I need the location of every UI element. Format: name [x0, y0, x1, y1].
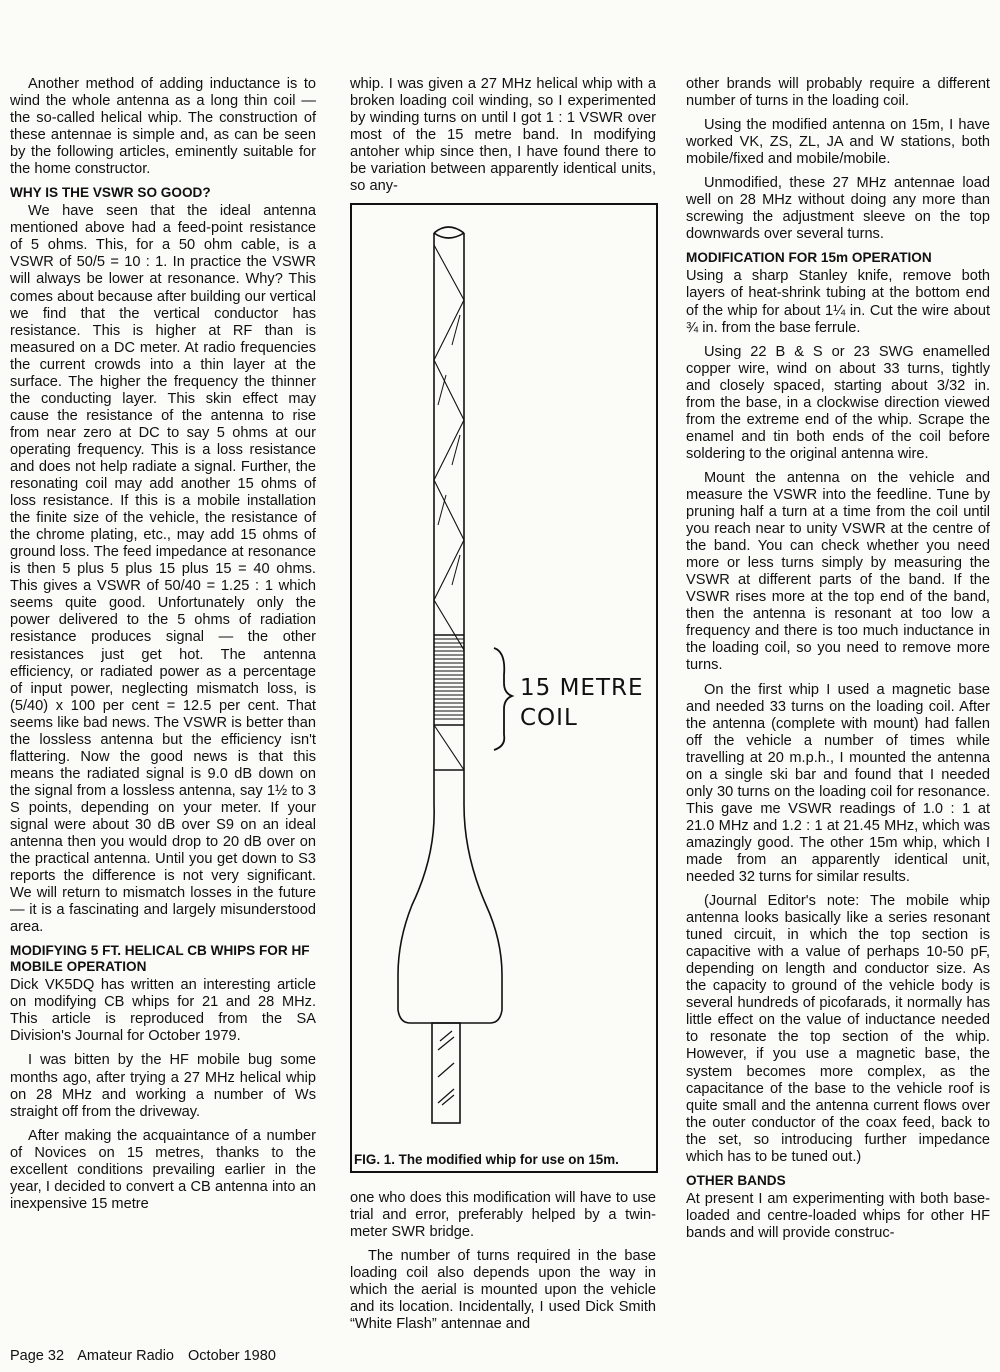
issue-date: October 1980	[188, 1348, 276, 1364]
paragraph: Mount the antenna on the vehicle and measure the VSWR into the feedline. Tune by pruning half a turn at a time from the coil until you reach near to unity VSWR at the centre of the band. You can check whether you need more or less turns simply by measuring the VSWR at different parts of the band. If the VSWR rises more at the top end of the band, then the antenna is resonant at too low a frequency and there is too much inductance in the loading coil, so you need to remove more turns.	[686, 469, 990, 674]
paragraph: one who does this modification will have to use trial and error, preferably helped by a twin-meter SWR bridge.	[350, 1190, 656, 1241]
column-2-bottom	[350, 1190, 656, 1340]
paragraph: Using the modified antenna on 15m, I have worked VK, ZS, ZL, JA and W stations, both mobile/fixed and mobile/mobile.	[686, 117, 990, 168]
paragraph: Using 22 B & S or 23 SWG enamelled copper wire, wind on about 33 turns, tightly and closely spaced, starting about 3/32 in. from the base, in a clockwise direction viewed from the extreme end of the whip. Scrape the enamel and tin both ends of the coil before soldering to the original antenna wire.	[686, 343, 990, 462]
paragraph: We have seen that the ideal antenna mentioned above had a feed-point resistance of 5 ohms. This, for a 50 ohm cable, is a VSWR of 50/5 = 10 : 1. In practice the VSWR will always be lower at resonance. Why? This comes about because after building our vertical we find that the vertical conductor has resistance. This is higher at RF than is measured on a DC meter. At radio frequencies the current crowds into a thin layer at the surface. The higher the frequency the thinner the conducting layer. This skin effect may cause the resistance of the antenna to rise from near zero at DC to say 5 ohms at our operating frequency. This is a loss resistance and does not help radiate a signal. Further, the resonating coil may add another 15 ohms of loss resistance. If this is a mobile installation the finite size of the vehicle, the resistance of the chrome plating, etc., may add 15 ohms of ground loss. The feed impedance at resonance is then 5 plus 5 plus 15 plus 15 = 40 ohms. This gives a VSWR of 50/40 = 1.25 : 1 which seems quite good. Unfortunately only the power delivered to the 5 ohms of radiation resistance produces signal — the other resistances just get hot. The antenna efficiency, or radiated power as a percentage of input power, neglecting mismatch loss, is (5/40) x 100 per cent = 12.5 per cent. That seems like bad news. The VSWR is better than the lossless antenna but the efficiency isn't flattering. Now the good news is that this means the radiated signal is 9.0 dB down on the signal from a lossless antenna, say 1½ to 3 S points, depending on your meter. If your signal were about 30 dB over S9 on an ideal antenna then you would drop to 20 dB over on the practical antenna. Until you get down to S3 reports the difference is not very significant. We will return to mismatch losses in the future — it is a fascinating and largely misunderstood area.	[10, 203, 316, 936]
paragraph: After making the acquaintance of a number of Novices on 15 metres, thanks to the excellent conditions prevailing earlier in the year, I decided to convert a CB antenna into an inexpensive 15 metre	[10, 1127, 316, 1212]
section-heading: MODIFICATION FOR 15m OPERATION	[686, 250, 932, 266]
magazine-name: Amateur Radio	[77, 1348, 174, 1364]
column-2-top	[350, 76, 656, 202]
paragraph: I was bitten by the HF mobile bug some months ago, after trying a 27 MHz helical whip on 28 MHz and working a number of Ws straight off from the driveway.	[10, 1052, 316, 1120]
column-3	[686, 76, 990, 1249]
paragraph: Unmodified, these 27 MHz antennae load well on 28 MHz without doing any more than screwing the adjustment sleeve on the top downwards over several turns.	[686, 175, 990, 243]
paragraph: The number of turns required in the base loading coil also depends upon the way in which the aerial is mounted upon the vehicle and its location. Incidentally, I used Dick Smith “White Flash” antennae and	[350, 1248, 656, 1333]
paragraph: Using a sharp Stanley knife, remove both layers of heat-shrink tubing at the bottom end of the whip for about 1¼ in. Cut the wire about ¾ in. from the base ferrule.	[686, 268, 990, 336]
paragraph: Dick VK5DQ has written an interesting article on modifying CB whips for 21 and 28 MHz. This article is reproduced from the SA Division's Journal for October 1979.	[10, 977, 316, 1045]
paragraph: other brands will probably require a different number of turns in the loading coil.	[686, 76, 990, 110]
paragraph: On the first whip I used a magnetic base and needed 33 turns on the loading coil. After the antenna (complete with mount) had fallen off the vehicle a number of times while travelling at 20 m.p.h., I mounted the antenna on a single ski bar and found that I needed only 30 turns on the loading coil for resonance. This gave me VSWR readings of 1.0 : 1 at 21.0 MHz and 1.2 : 1 at 21.45 MHz, which was amazingly good. The other 15m whip, which I made from an apparently identical unit, needed 32 turns for similar results.	[686, 681, 990, 886]
figure-caption: FIG. 1. The modified whip for use on 15m.	[354, 1152, 619, 1167]
section-heading: WHY IS THE VSWR SO GOOD?	[10, 185, 211, 201]
paragraph: At present I am experimenting with both base-loaded and centre-loaded whips for other HF bands and will provide construc-	[686, 1190, 990, 1241]
section-heading: OTHER BANDS	[686, 1172, 786, 1188]
page-footer	[10, 1348, 286, 1364]
paragraph: (Journal Editor's note: The mobile whip antenna looks basically like a series resonant tuned circuit, in which the top section is capacitive with a value of perhaps 10-50 pF, depending on length and conductor size. As the capacity to ground of the vehicle body is several hundreds of picofarads, it normally has little effect on the value of inductance needed to resonate the top section of the whip. However, if you use a magnetic base, the system becomes more complex, as the capacitance of the base to the vehicle roof is quite small and the antenna current flows over the outer conductor of the coax feed, back to the set, so introducing further impedance which has to be tuned out.)	[686, 893, 990, 1165]
coil-label-line-1: 15 METRE	[520, 675, 644, 701]
figure-1	[350, 203, 658, 1173]
section-heading: MODIFYING 5 FT. HELICAL CB WHIPS FOR HF MOBILE OPERATION	[10, 943, 310, 975]
column-1	[10, 76, 316, 1220]
coil-windings	[434, 639, 464, 719]
paragraph: whip. I was given a 27 MHz helical whip with a broken loading coil winding, so I experimented by winding turns on until I got 1 : 1 VSWR over most of the 15 metre band. In modifying antoher whip since then, I have found there to be variation between apparently identical units, so any-	[350, 76, 656, 195]
paragraph: Another method of adding inductance is to wind the whole antenna as a long thin coil — the so-called helical whip. The construction of these antennae is simple and, as can be seen by the following articles, eminently suitable for the home constructor.	[10, 76, 316, 178]
page-number: Page 32	[10, 1348, 65, 1364]
coil-label-line-2: COIL	[520, 705, 578, 731]
